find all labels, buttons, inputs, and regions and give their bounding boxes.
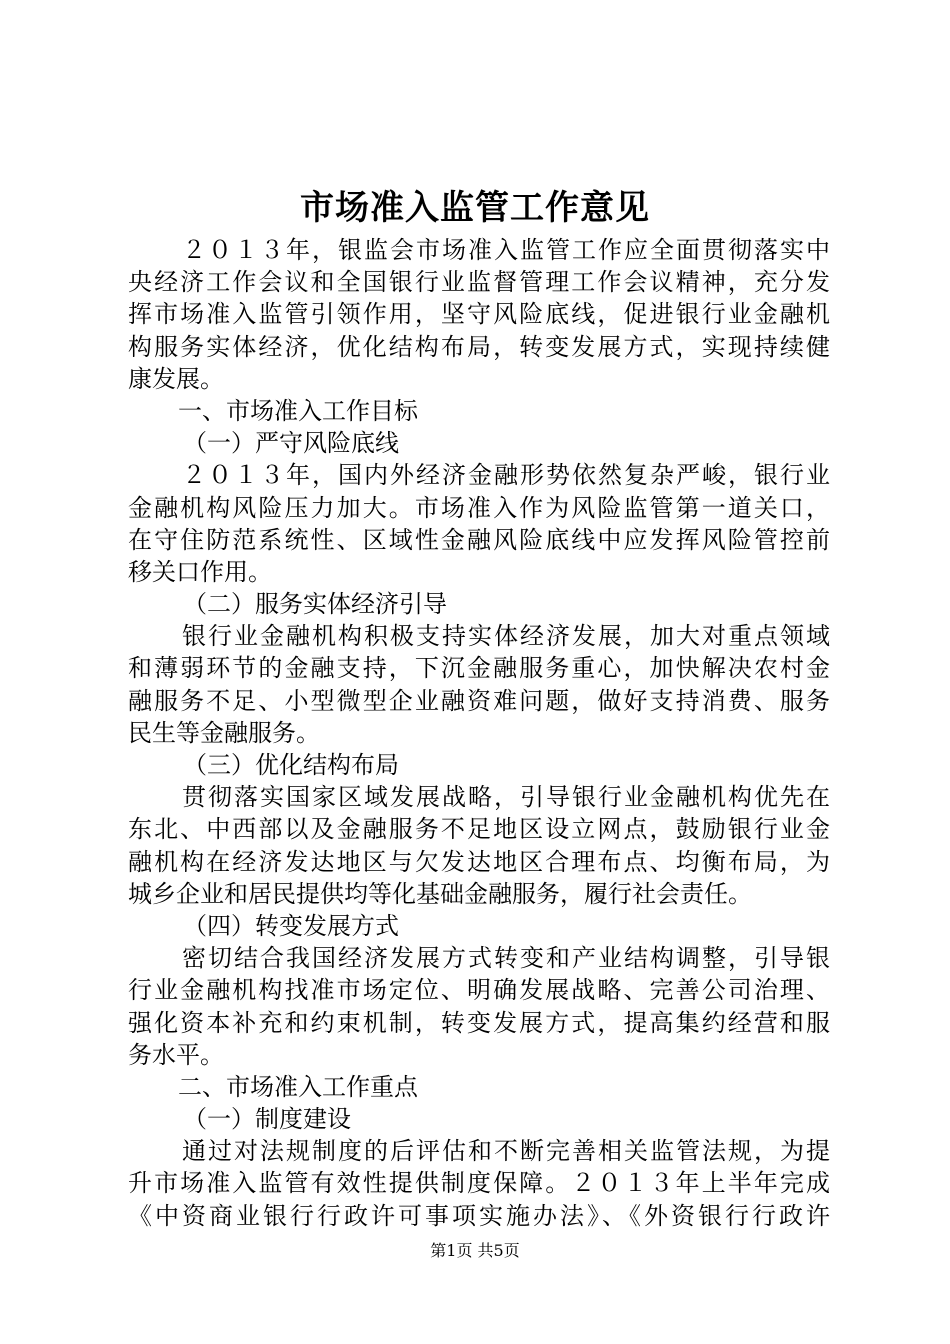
body-line: 密切结合我国经济发展方式转变和产业结构调整，引导银 — [182, 944, 830, 973]
body-line: 强化资本补充和约束机制，转变发展方式，提高集约经营和服 — [128, 1008, 830, 1037]
subsection-heading: （一）制度建设 — [183, 1105, 351, 1134]
body-line: 康发展。 — [128, 364, 224, 393]
subsection-heading: （三）优化结构布局 — [183, 751, 399, 779]
body-line: 银行业金融机构积极支持实体经济发展，加大对重点领域 — [182, 622, 830, 651]
body-line: 融机构在经济发达地区与欠发达地区合理布点、均衡布局，为 — [128, 847, 830, 876]
body-line: 移关口作用。 — [128, 557, 272, 586]
section-heading: 一、市场准入工作目标 — [178, 396, 418, 425]
body-line: 行业金融机构找准市场定位、明确发展战略、完善公司治理、 — [128, 976, 830, 1005]
document-title: 市场准入监管工作意见 — [300, 188, 650, 228]
body-line: 和薄弱环节的金融支持，下沉金融服务重心，加快解决农村金 — [128, 654, 830, 683]
body-line: 《中资商业银行行政许可事项实施办法》、《外资银行行政许 — [128, 1201, 830, 1230]
body-line: 在守住防范系统性、区域性金融风险底线中应发挥风险管控前 — [128, 525, 830, 554]
body-line: 贯彻落实国家区域发展战略，引导银行业金融机构优先在 — [182, 783, 830, 812]
subsection-heading: （二）服务实体经济引导 — [183, 590, 447, 619]
body-line: 升市场准入监管有效性提供制度保障。２０１３年上半年完成 — [128, 1169, 830, 1198]
body-line: 通过对法规制度的后评估和不断完善相关监管法规，为提 — [182, 1137, 830, 1166]
page-footer: 第1页 共5页 — [430, 1241, 520, 1260]
body-line: 金融机构风险压力加大。市场准入作为风险监管第一道关口， — [128, 493, 830, 522]
body-line: 东北、中西部以及金融服务不足地区设立网点，鼓励银行业金 — [128, 815, 830, 844]
body-line: ２０１３年，国内外经济金融形势依然复杂严峻，银行业 — [182, 461, 830, 490]
body-line: 融服务不足、小型微型企业融资难问题，做好支持消费、服务 — [128, 686, 830, 715]
body-line: 挥市场准入监管引领作用，坚守风险底线，促进银行业金融机 — [128, 300, 830, 329]
body-line: 民生等金融服务。 — [128, 718, 320, 747]
body-line: 构服务实体经济，优化结构布局，转变发展方式，实现持续健 — [128, 332, 830, 361]
body-line: 央经济工作会议和全国银行业监督管理工作会议精神，充分发 — [128, 268, 830, 297]
body-line: 务水平。 — [128, 1040, 224, 1069]
subsection-heading: （四）转变发展方式 — [183, 911, 399, 940]
body-line: ２０１３年，银监会市场准入监管工作应全面贯彻落实中 — [182, 236, 830, 264]
document-body — [128, 234, 830, 1232]
body-line: 城乡企业和居民提供均等化基础金融服务，履行社会责任。 — [128, 879, 752, 908]
subsection-heading: （一）严守风险底线 — [183, 429, 399, 458]
section-heading: 二、市场准入工作重点 — [178, 1072, 418, 1101]
